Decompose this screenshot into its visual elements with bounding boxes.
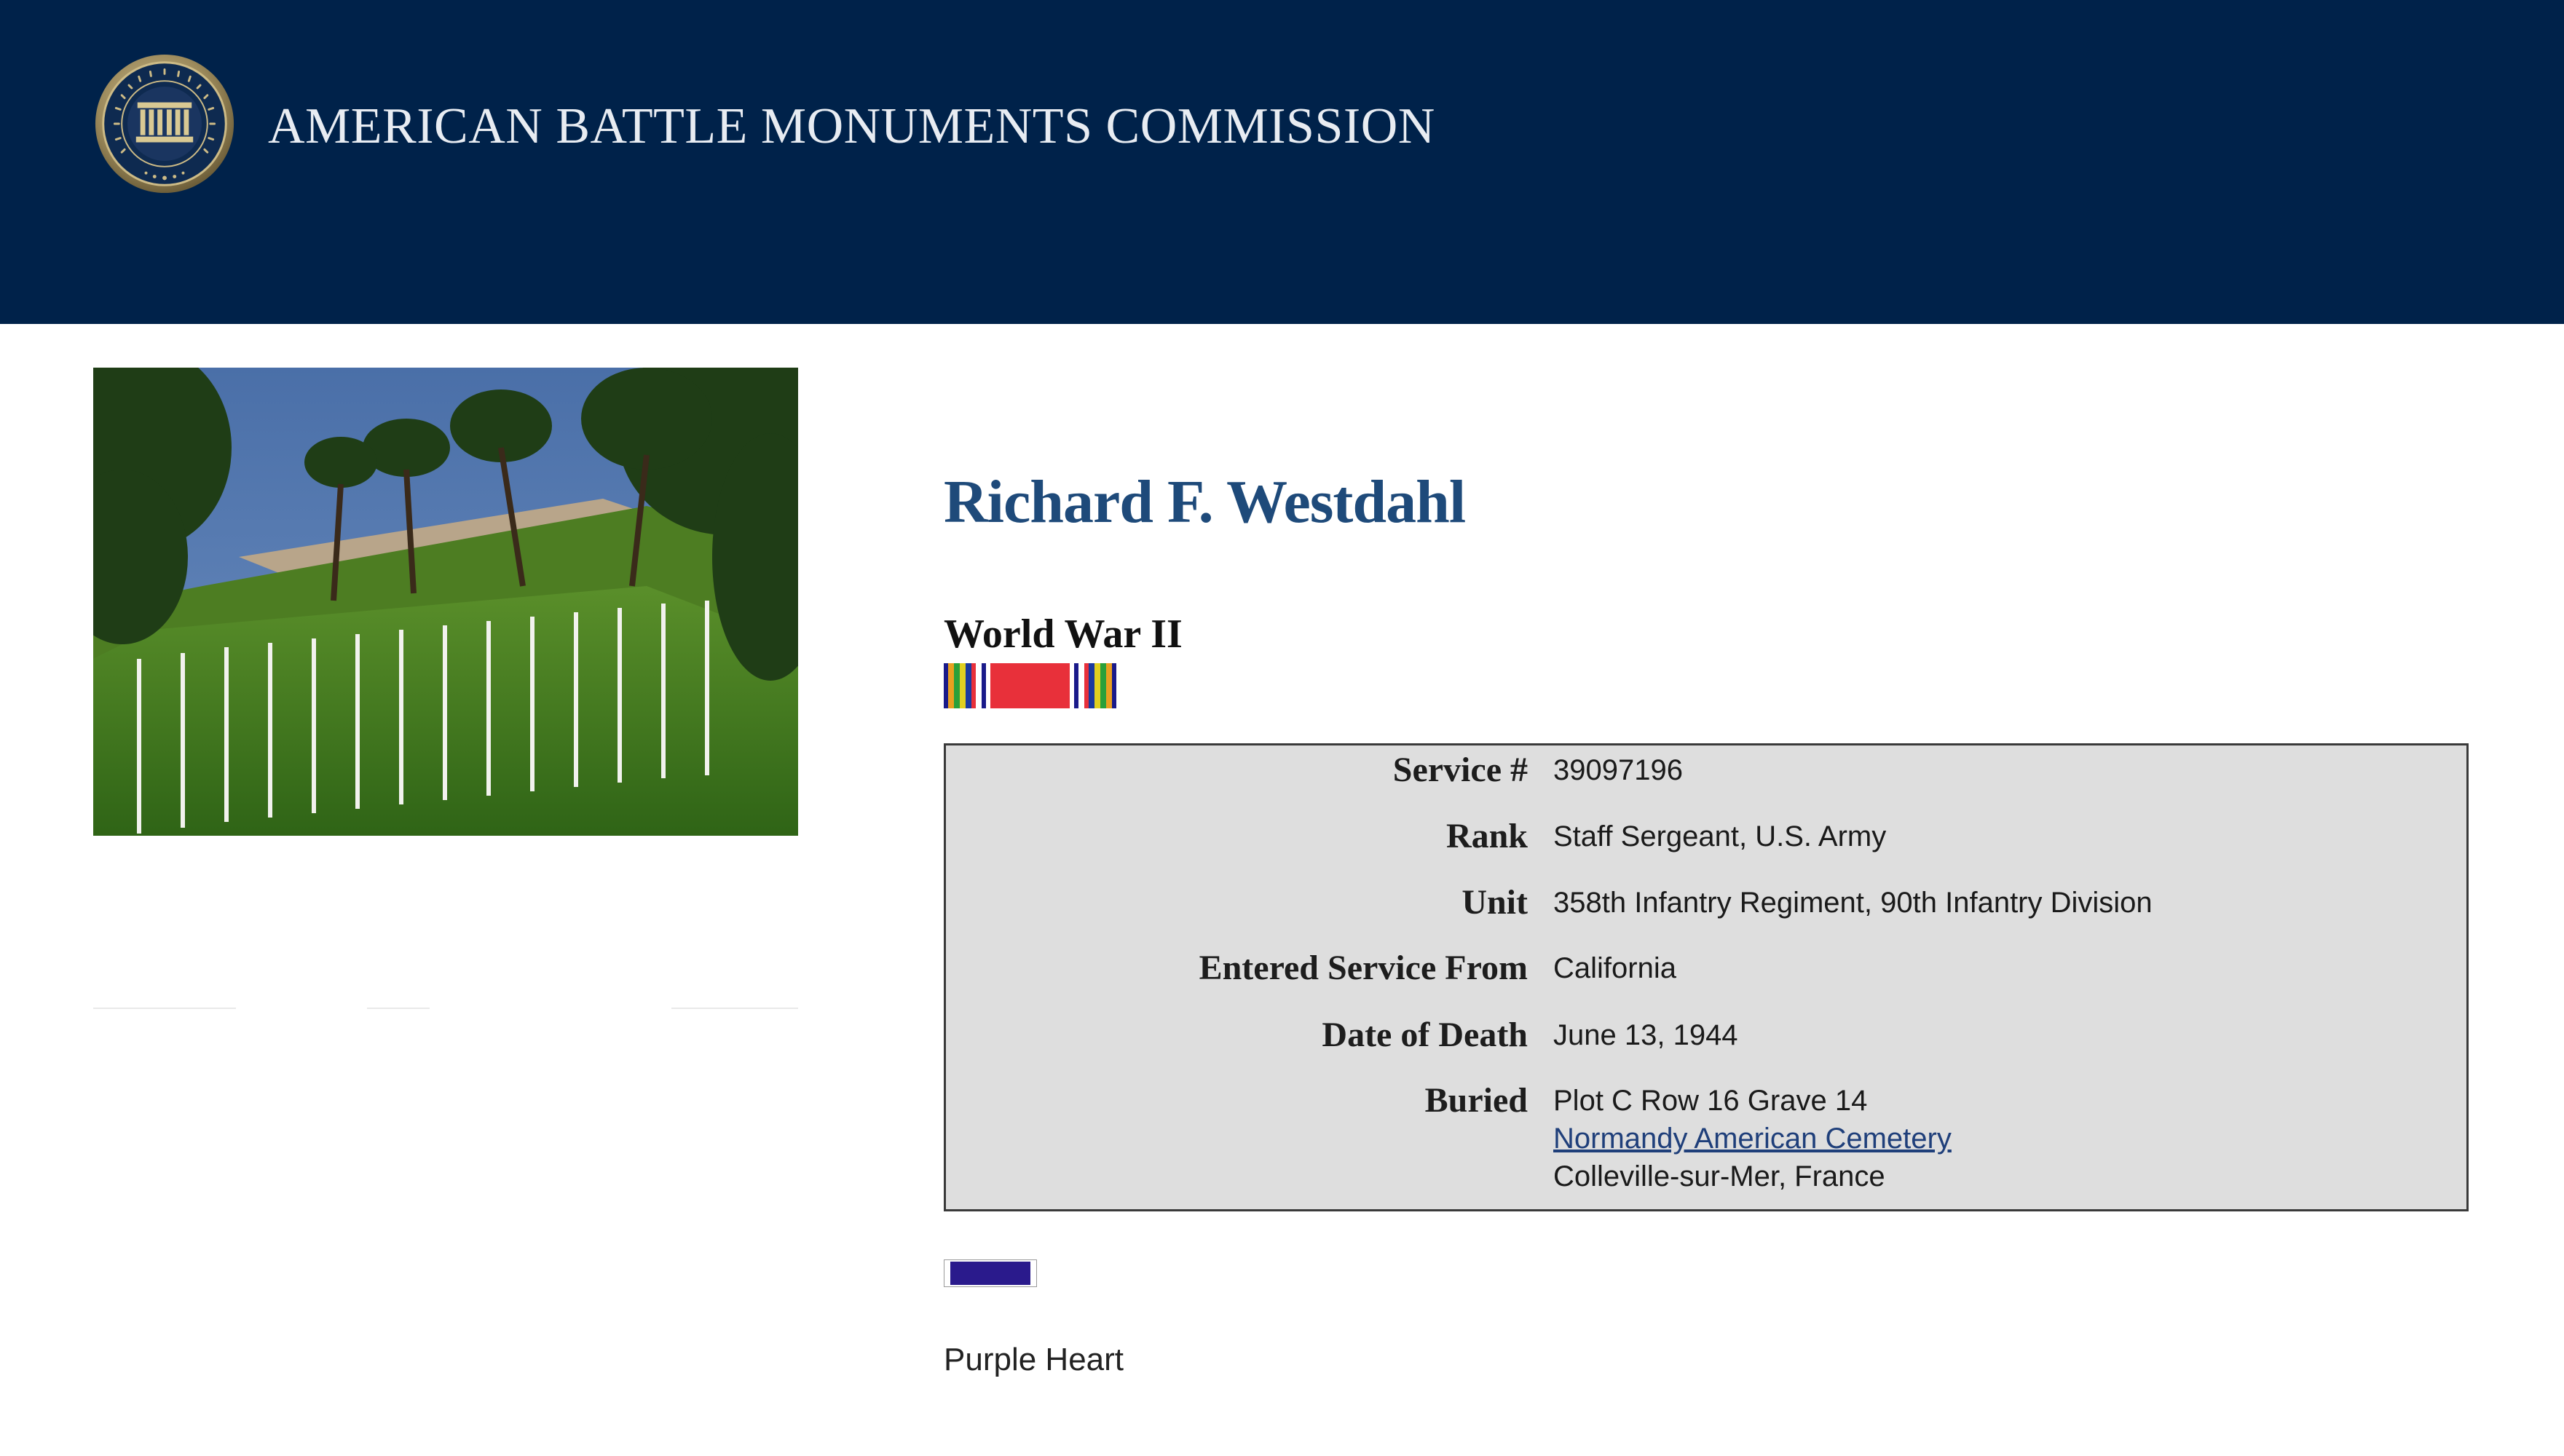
unit-value: 358th Infantry Regiment, 90th Infantry Division bbox=[1553, 887, 2153, 919]
burial-plot: Plot C Row 16 Grave 14 bbox=[1553, 1085, 1868, 1117]
cemetery-link[interactable]: Normandy American Cemetery bbox=[1553, 1123, 1952, 1155]
abmc-seal-icon[interactable] bbox=[93, 52, 236, 195]
service-number-label: Service # bbox=[1392, 751, 1528, 789]
service-details-box bbox=[944, 743, 2469, 1211]
buried-label: Buried bbox=[1424, 1081, 1528, 1120]
cemetery-photo-icon bbox=[93, 368, 798, 836]
photo-divider bbox=[367, 1008, 430, 1009]
person-name: Richard F. Westdahl bbox=[944, 468, 1466, 536]
ww2-victory-ribbon-icon bbox=[944, 663, 1116, 708]
burial-location: Colleville-sur-Mer, France bbox=[1553, 1160, 1885, 1192]
rank-value: Staff Sergeant, U.S. Army bbox=[1553, 820, 1887, 852]
site-header bbox=[0, 0, 2564, 324]
service-number-value: 39097196 bbox=[1553, 754, 1683, 786]
photo-divider bbox=[671, 1008, 798, 1009]
date-of-death-value: June 13, 1944 bbox=[1553, 1019, 1738, 1051]
photo-divider bbox=[93, 1008, 236, 1009]
conflict-title: World War II bbox=[944, 612, 1183, 657]
date-of-death-label: Date of Death bbox=[1322, 1016, 1528, 1054]
purple-heart-ribbon-icon bbox=[944, 1259, 1037, 1287]
unit-label: Unit bbox=[1462, 883, 1528, 922]
entered-service-value: California bbox=[1553, 952, 1676, 984]
organization-name[interactable]: AMERICAN BATTLE MONUMENTS COMMISSION bbox=[268, 98, 1435, 154]
rank-label: Rank bbox=[1445, 817, 1528, 855]
award-name: Purple Heart bbox=[944, 1342, 1124, 1377]
buried-value bbox=[1553, 1082, 1952, 1195]
entered-service-label: Entered Service From bbox=[1199, 949, 1528, 987]
